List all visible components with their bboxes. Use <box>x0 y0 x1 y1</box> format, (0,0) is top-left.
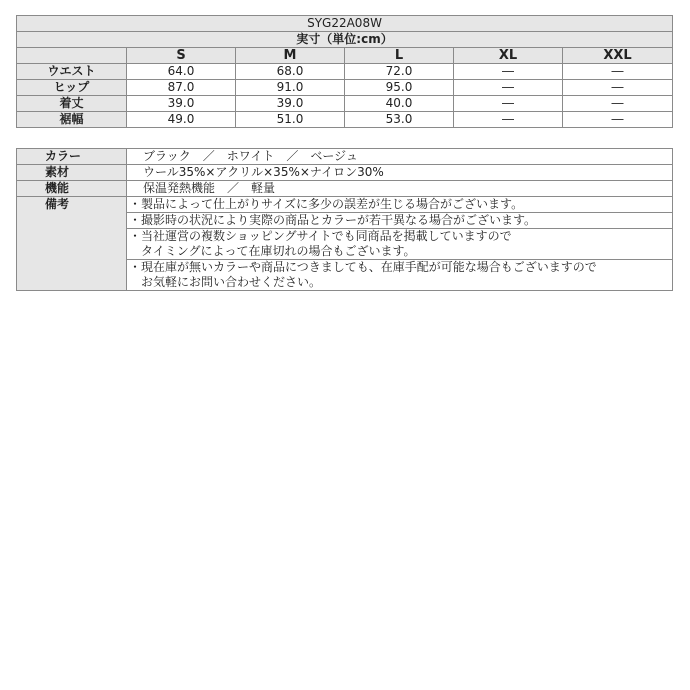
size-header-xl: XL <box>454 48 563 64</box>
table-row <box>17 80 673 96</box>
size-header-l: L <box>345 48 454 64</box>
note-line: ・製品によって仕上がりサイズに多少の誤差が生じる場合がございます。 <box>129 197 524 211</box>
table-row <box>17 181 673 197</box>
size-value: 51.0 <box>236 112 345 128</box>
size-value: 39.0 <box>236 96 345 112</box>
row-label-hem-width: 裾幅 <box>17 112 127 128</box>
product-code: SYG22A08W <box>17 16 673 32</box>
color-label: カラー <box>17 149 127 165</box>
size-value: 72.0 <box>345 64 454 80</box>
size-value: 95.0 <box>345 80 454 96</box>
note-item <box>127 260 673 291</box>
size-value: ― <box>454 64 563 80</box>
table-row <box>17 197 673 213</box>
table-row <box>17 165 673 181</box>
size-value: 91.0 <box>236 80 345 96</box>
table-row <box>17 112 673 128</box>
size-value: ― <box>454 80 563 96</box>
notes-label: 備考 <box>17 197 127 291</box>
note-line: お気軽にお問い合わせください。 <box>141 275 322 289</box>
size-value: ― <box>563 80 673 96</box>
note-item <box>127 229 673 260</box>
note-line: ・現在庫が無いカラーや商品につきましても、在庫手配が可能な場合もございますので <box>129 260 597 274</box>
size-value: ― <box>563 96 673 112</box>
color-value: ブラック ／ ホワイト ／ ベージュ <box>127 149 673 165</box>
size-value: 39.0 <box>127 96 236 112</box>
size-value: 87.0 <box>127 80 236 96</box>
table-row <box>17 64 673 80</box>
note-line: タイミングによって在庫切れの場合もございます。 <box>141 244 416 258</box>
corner-cell <box>17 48 127 64</box>
size-header-m: M <box>236 48 345 64</box>
function-value: 保温発熱機能 ／ 軽量 <box>127 181 673 197</box>
info-table <box>16 148 673 291</box>
size-value: 68.0 <box>236 64 345 80</box>
size-value: ― <box>563 64 673 80</box>
size-table <box>16 15 673 128</box>
note-line: ・当社運営の複数ショッピングサイトでも同商品を掲載していますので <box>129 229 512 243</box>
material-label: 素材 <box>17 165 127 181</box>
size-value: ― <box>454 112 563 128</box>
size-value: 53.0 <box>345 112 454 128</box>
size-value: ― <box>563 112 673 128</box>
size-header-s: S <box>127 48 236 64</box>
function-label: 機能 <box>17 181 127 197</box>
table-row <box>17 96 673 112</box>
note-item <box>127 197 673 213</box>
row-label-length: 着丈 <box>17 96 127 112</box>
size-header-xxl: XXL <box>563 48 673 64</box>
size-value: ― <box>454 96 563 112</box>
note-item <box>127 213 673 229</box>
unit-caption: 実寸（単位:cm） <box>17 32 673 48</box>
material-value: ウール35%×アクリル×35%×ナイロン30% <box>127 165 673 181</box>
table-row <box>17 149 673 165</box>
size-value: 64.0 <box>127 64 236 80</box>
note-line: ・撮影時の状況により実際の商品とカラーが若干異なる場合がございます。 <box>129 213 537 227</box>
size-value: 40.0 <box>345 96 454 112</box>
row-label-waist: ウエスト <box>17 64 127 80</box>
row-label-hip: ヒップ <box>17 80 127 96</box>
size-value: 49.0 <box>127 112 236 128</box>
